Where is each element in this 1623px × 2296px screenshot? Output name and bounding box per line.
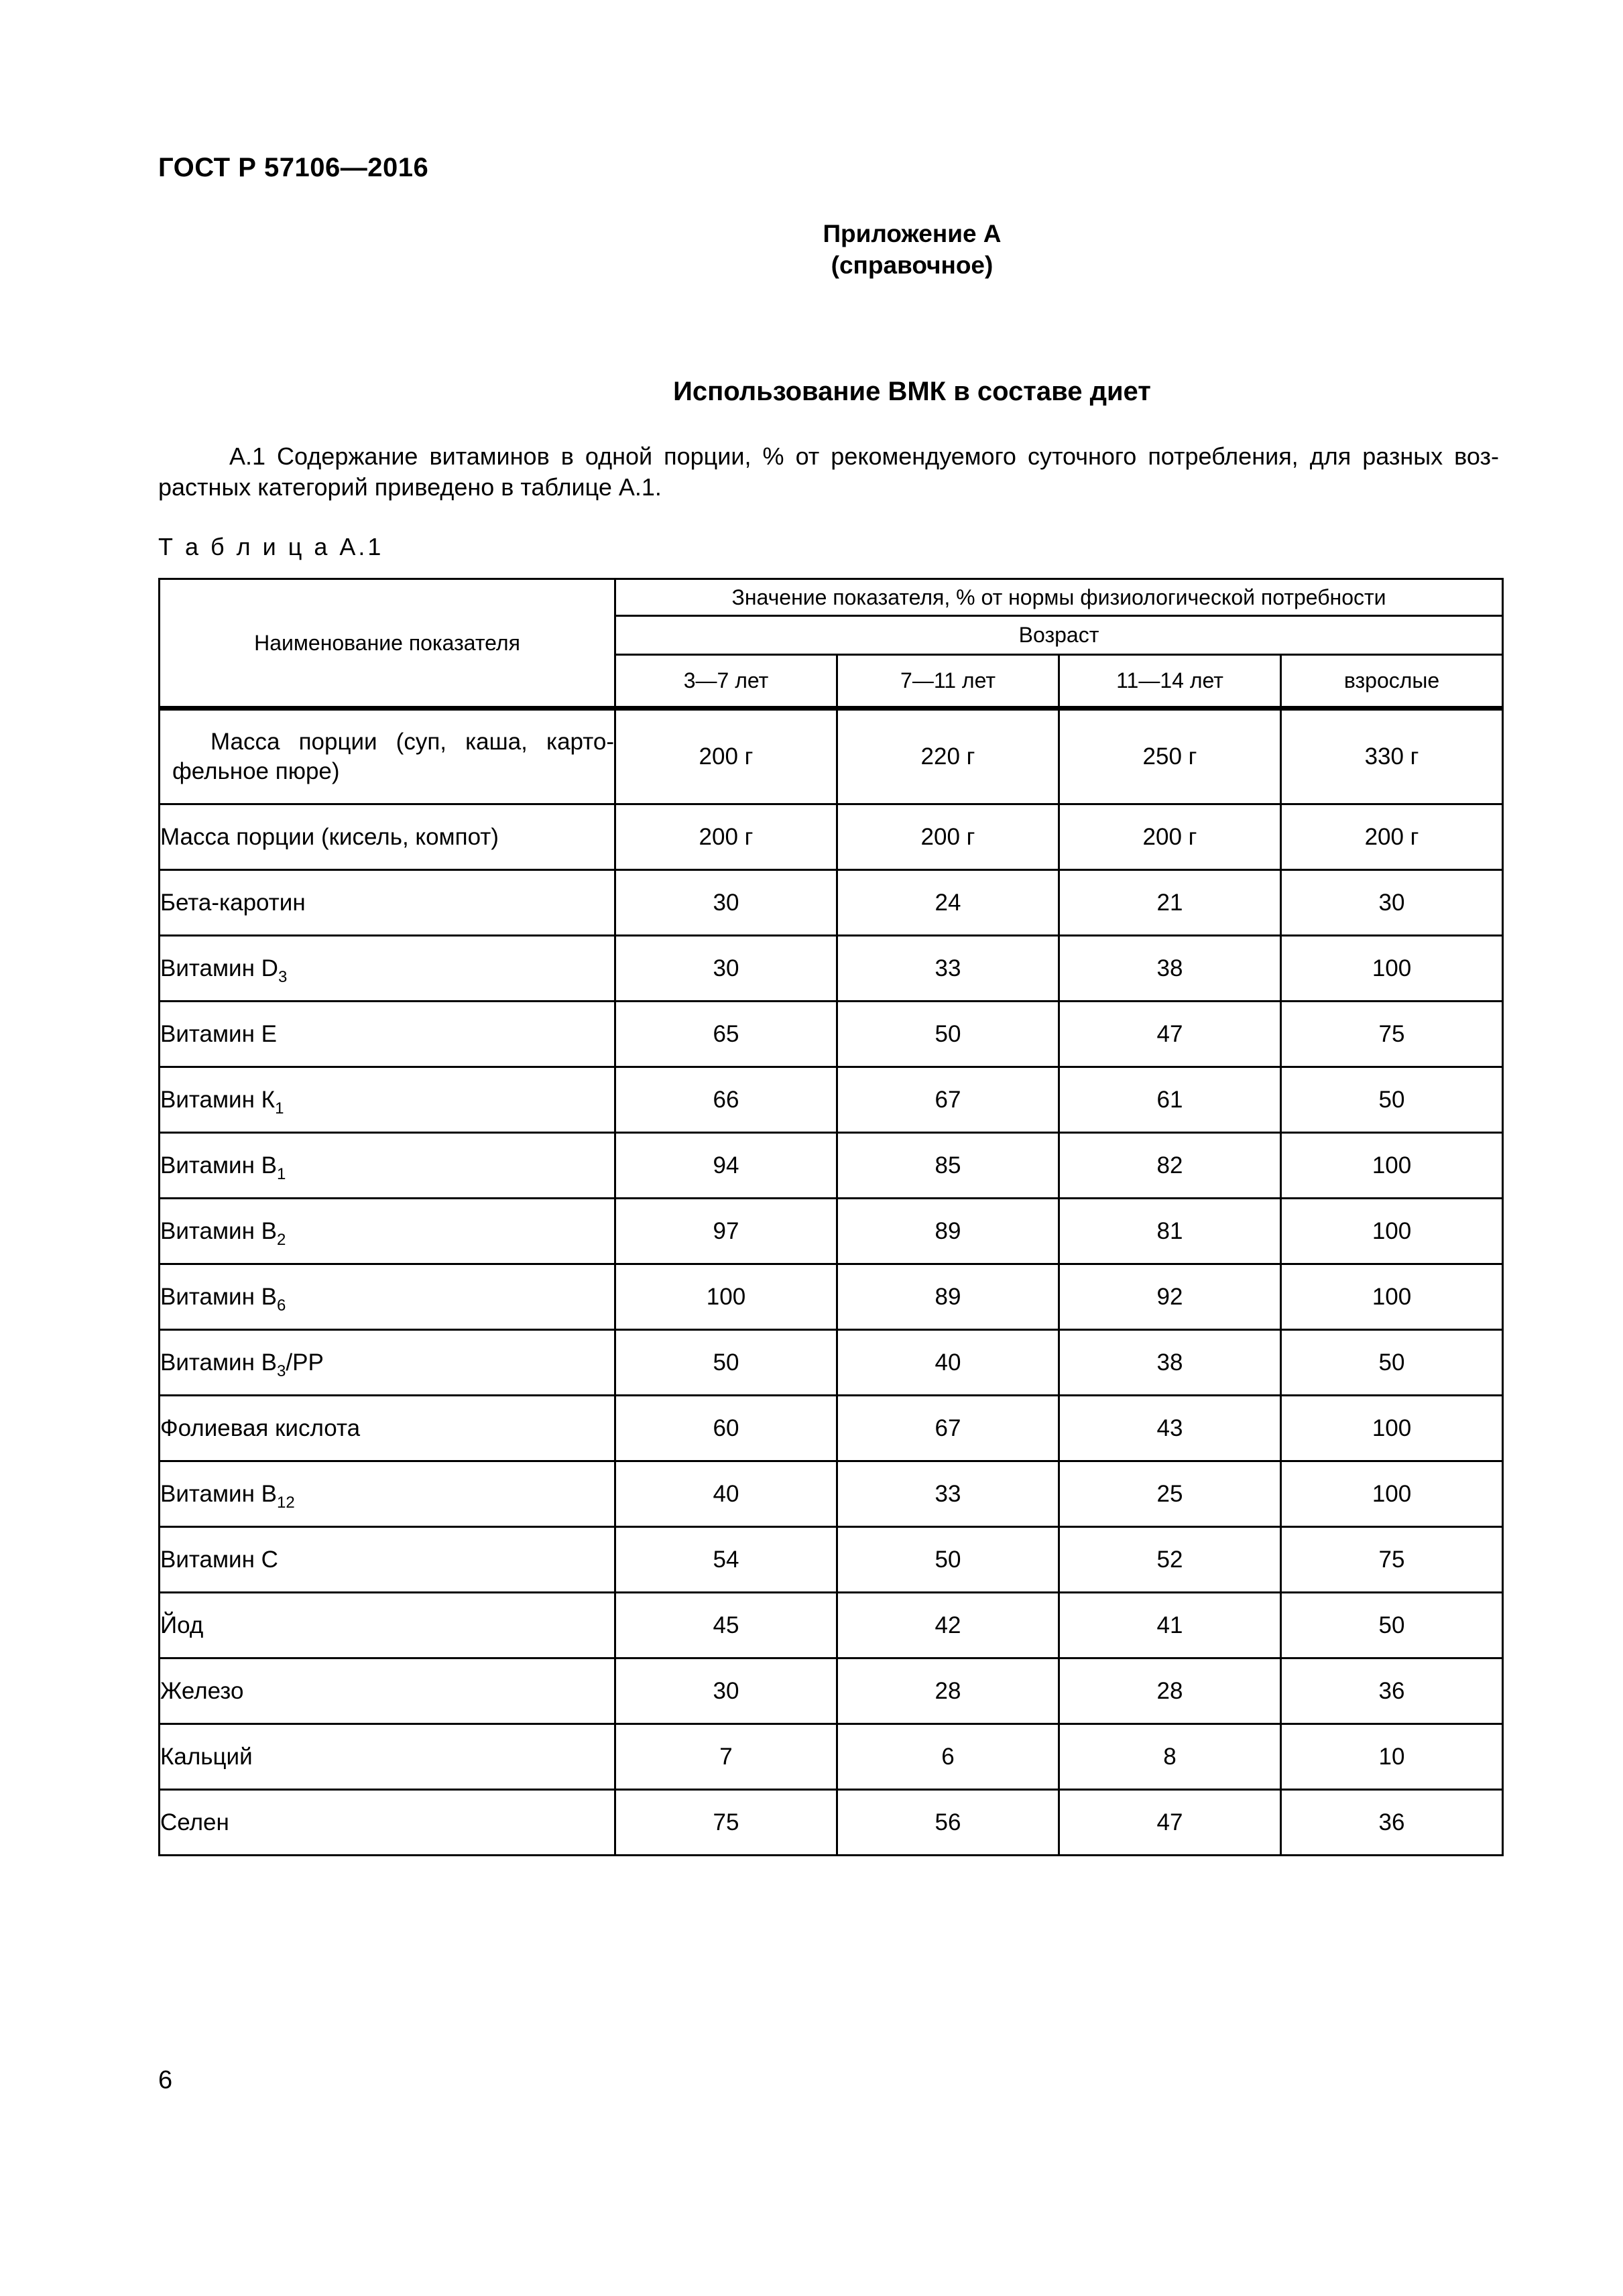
row-name: Витамин $В_2$ — [160, 1199, 615, 1264]
table-row — [160, 1658, 1503, 1724]
cell-7-11: 89 — [837, 1199, 1059, 1264]
cell-7-11: 40 — [837, 1330, 1059, 1396]
cell-adults: 30 — [1281, 870, 1503, 936]
cell-adults: 100 — [1281, 1264, 1503, 1330]
table-row — [160, 1199, 1503, 1264]
table-row — [160, 709, 1503, 804]
cell-adults: 50 — [1281, 1067, 1503, 1133]
table-row — [160, 1593, 1503, 1658]
table-row — [160, 1264, 1503, 1330]
cell-3-7: 40 — [615, 1461, 837, 1527]
cell-adults: 100 — [1281, 1199, 1503, 1264]
row-name: Витамин $В_1$ — [160, 1133, 615, 1199]
cell-adults: 100 — [1281, 1396, 1503, 1461]
row-name: Витамин $В_{12}$ — [160, 1461, 615, 1527]
row-name: Фолиевая кислота — [160, 1396, 615, 1461]
row-name: Витамин $В_3/PP$ — [160, 1330, 615, 1396]
cell-11-14: 92 — [1059, 1264, 1281, 1330]
cell-3-7: 75 — [615, 1790, 837, 1856]
header-col-3-7: 3—7 лет — [615, 655, 837, 709]
row-name: Железо — [160, 1658, 615, 1724]
cell-adults: 75 — [1281, 1527, 1503, 1593]
header-col-adults: взрослые — [1281, 655, 1503, 709]
cell-3-7: 200 г — [615, 709, 837, 804]
row-name: Масса порции (кисель, компот) — [160, 804, 615, 870]
cell-3-7: 60 — [615, 1396, 837, 1461]
cell-7-11: 33 — [837, 936, 1059, 1002]
cell-11-14: 38 — [1059, 1330, 1281, 1396]
cell-11-14: 25 — [1059, 1461, 1281, 1527]
cell-7-11: 67 — [837, 1067, 1059, 1133]
cell-adults: 200 г — [1281, 804, 1503, 870]
cell-7-11: 50 — [837, 1527, 1059, 1593]
cell-3-7: 50 — [615, 1330, 837, 1396]
row-name: Витамин $D_3$ — [160, 936, 615, 1002]
vitamin-table — [158, 578, 1504, 1856]
cell-11-14: 43 — [1059, 1396, 1281, 1461]
cell-adults: 36 — [1281, 1658, 1503, 1724]
cell-11-14: 250 г — [1059, 709, 1281, 804]
header-name: Наименование показателя — [160, 579, 615, 709]
cell-7-11: 42 — [837, 1593, 1059, 1658]
cell-3-7: 65 — [615, 1002, 837, 1067]
table-row — [160, 804, 1503, 870]
cell-3-7: 30 — [615, 1658, 837, 1724]
cell-adults: 100 — [1281, 1461, 1503, 1527]
cell-11-14: 52 — [1059, 1527, 1281, 1593]
paragraph-line-1: А.1 Содержание витаминов в одной порции, % от рекомендуемого суточного потребления, для разных воз- — [229, 442, 1499, 470]
table-row — [160, 1527, 1503, 1593]
cell-3-7: 30 — [615, 936, 837, 1002]
table-row — [160, 870, 1503, 936]
cell-11-14: 200 г — [1059, 804, 1281, 870]
cell-adults: 330 г — [1281, 709, 1503, 804]
cell-3-7: 200 г — [615, 804, 837, 870]
table-row — [160, 1067, 1503, 1133]
header-col-7-11: 7—11 лет — [837, 655, 1059, 709]
paragraph-line-2: растных категорий приведено в таблице А.1. — [158, 473, 662, 501]
cell-7-11: 200 г — [837, 804, 1059, 870]
row-name: Витамин $К_1$ — [160, 1067, 615, 1133]
cell-3-7: 45 — [615, 1593, 837, 1658]
row-name: Витамин Е — [160, 1002, 615, 1067]
intro-paragraph — [158, 441, 1499, 503]
header-col-11-14: 11—14 лет — [1059, 655, 1281, 709]
table-row — [160, 1396, 1503, 1461]
table-row — [160, 1461, 1503, 1527]
cell-3-7: 54 — [615, 1527, 837, 1593]
header-group: Значение показателя, % от нормы физиологической потребности — [615, 579, 1503, 616]
table-row — [160, 1133, 1503, 1199]
table-row — [160, 1330, 1503, 1396]
document-code: ГОСТ Р 57106—2016 — [158, 153, 429, 182]
cell-7-11: 33 — [837, 1461, 1059, 1527]
cell-7-11: 56 — [837, 1790, 1059, 1856]
cell-adults: 36 — [1281, 1790, 1503, 1856]
cell-11-14: 8 — [1059, 1724, 1281, 1790]
appendix-type: (справочное) — [831, 251, 994, 279]
row-name: Йод — [160, 1593, 615, 1658]
section-title: Использование ВМК в составе диет — [673, 377, 1151, 406]
cell-7-11: 220 г — [837, 709, 1059, 804]
cell-7-11: 28 — [837, 1658, 1059, 1724]
header-age: Возраст — [615, 616, 1503, 655]
cell-3-7: 7 — [615, 1724, 837, 1790]
cell-7-11: 6 — [837, 1724, 1059, 1790]
cell-11-14: 21 — [1059, 870, 1281, 936]
cell-adults: 75 — [1281, 1002, 1503, 1067]
row-name: Масса порции (суп, каша, карто- фельное пюре) — [160, 709, 615, 804]
cell-3-7: 97 — [615, 1199, 837, 1264]
cell-adults: 50 — [1281, 1330, 1503, 1396]
cell-11-14: 61 — [1059, 1067, 1281, 1133]
cell-11-14: 38 — [1059, 936, 1281, 1002]
table-row — [160, 1724, 1503, 1790]
cell-adults: 100 — [1281, 936, 1503, 1002]
cell-adults: 50 — [1281, 1593, 1503, 1658]
cell-7-11: 89 — [837, 1264, 1059, 1330]
cell-7-11: 67 — [837, 1396, 1059, 1461]
table-caption: Т а б л и ц а А.1 — [158, 533, 384, 560]
row-name: Селен — [160, 1790, 615, 1856]
cell-11-14: 47 — [1059, 1790, 1281, 1856]
cell-7-11: 50 — [837, 1002, 1059, 1067]
page-number: 6 — [158, 2066, 173, 2094]
cell-7-11: 24 — [837, 870, 1059, 936]
cell-11-14: 47 — [1059, 1002, 1281, 1067]
cell-11-14: 28 — [1059, 1658, 1281, 1724]
cell-11-14: 81 — [1059, 1199, 1281, 1264]
cell-7-11: 85 — [837, 1133, 1059, 1199]
table-row — [160, 1790, 1503, 1856]
appendix-title: Приложение А — [823, 220, 1002, 247]
row-name: Кальций — [160, 1724, 615, 1790]
table-row — [160, 936, 1503, 1002]
cell-3-7: 100 — [615, 1264, 837, 1330]
cell-11-14: 41 — [1059, 1593, 1281, 1658]
row-name: Бета-каротин — [160, 870, 615, 936]
cell-3-7: 66 — [615, 1067, 837, 1133]
cell-adults: 10 — [1281, 1724, 1503, 1790]
cell-3-7: 94 — [615, 1133, 837, 1199]
cell-3-7: 30 — [615, 870, 837, 936]
cell-adults: 100 — [1281, 1133, 1503, 1199]
table-row — [160, 1002, 1503, 1067]
row-name: Витамин С — [160, 1527, 615, 1593]
row-name: Витамин $В_6$ — [160, 1264, 615, 1330]
cell-11-14: 82 — [1059, 1133, 1281, 1199]
